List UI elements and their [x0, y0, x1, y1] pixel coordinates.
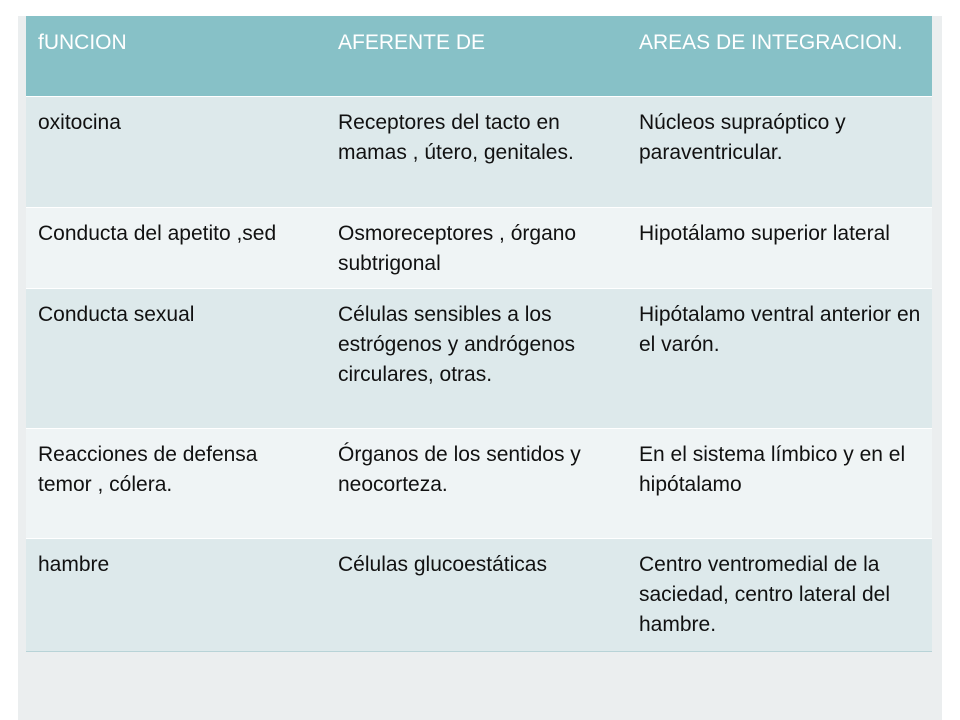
table-row	[26, 289, 932, 429]
cell-funcion: hambre	[26, 539, 326, 652]
cell-areas: Núcleos supraóptico y paraventricular.	[627, 97, 932, 208]
cell-funcion: Conducta del apetito ,sed	[26, 208, 326, 289]
cell-aferente: Células sensibles a los estrógenos y andrógenos circulares, otras.	[326, 289, 627, 429]
slide-background	[18, 16, 942, 720]
table-row	[26, 97, 932, 208]
header-funcion: fUNCION	[26, 16, 326, 97]
cell-aferente: Órganos de los sentidos y neocorteza.	[326, 429, 627, 539]
table-row	[26, 539, 932, 652]
table-row	[26, 429, 932, 539]
hypothalamus-function-table	[26, 16, 932, 652]
cell-funcion: oxitocina	[26, 97, 326, 208]
cell-areas: En el sistema límbico y en el hipótalamo	[627, 429, 932, 539]
table-header-row	[26, 16, 932, 97]
cell-funcion: Reacciones de defensa temor , cólera.	[26, 429, 326, 539]
cell-aferente: Osmoreceptores , órgano subtrigonal	[326, 208, 627, 289]
header-aferente-de: AFERENTE DE	[326, 16, 627, 97]
cell-areas: Hipótalamo ventral anterior en el varón.	[627, 289, 932, 429]
cell-funcion: Conducta sexual	[26, 289, 326, 429]
header-areas-de-integracion: AREAS DE INTEGRACION.	[627, 16, 932, 97]
cell-aferente: Células glucoestáticas	[326, 539, 627, 652]
cell-areas: Hipotálamo superior lateral	[627, 208, 932, 289]
table-row	[26, 208, 932, 289]
cell-areas: Centro ventromedial de la saciedad, centro lateral del hambre.	[627, 539, 932, 652]
cell-aferente: Receptores del tacto en mamas , útero, genitales.	[326, 97, 627, 208]
